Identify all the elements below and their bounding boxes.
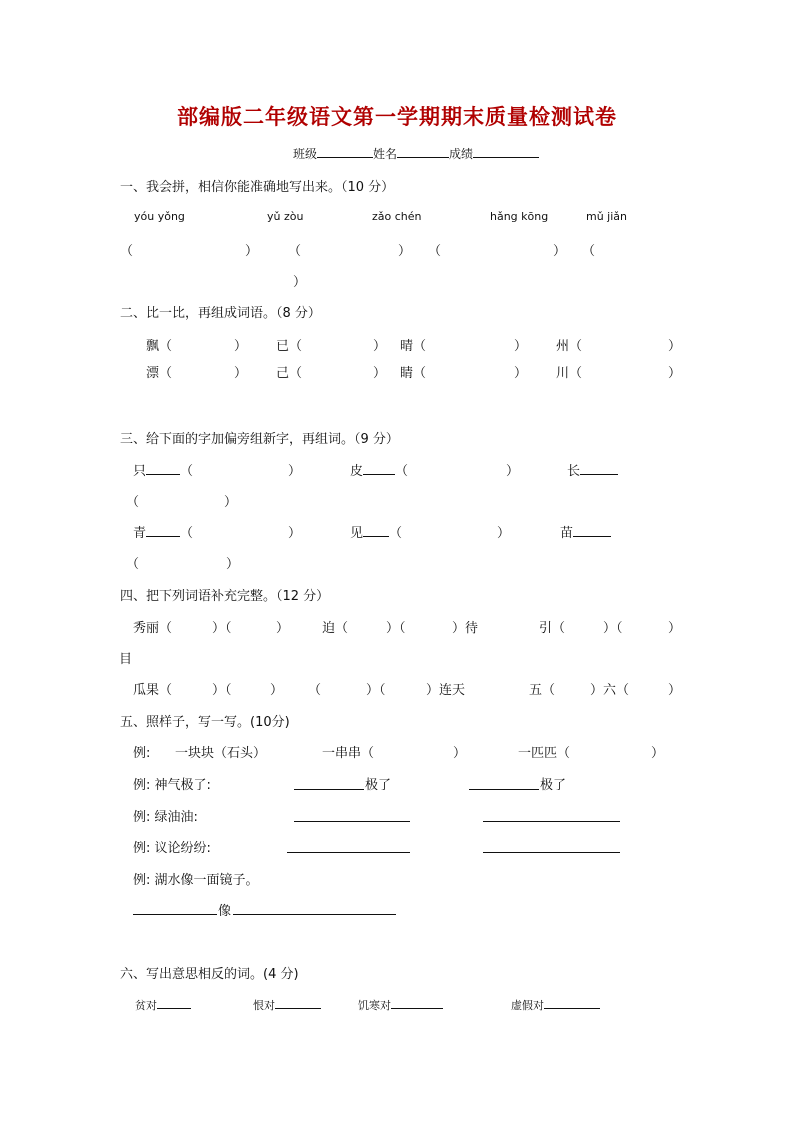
compare-close: ） [668,366,682,381]
example-label: 例: 湖水像一面镜子。 [133,873,259,888]
compare-close: ） [514,339,528,354]
example-text: 一块块（石头） [175,746,267,761]
radical-item: 长 [567,460,618,479]
compare-close: ） [373,366,387,381]
radical-open: （ [126,557,140,572]
radical-item: 见 （ [350,526,403,541]
radical-open: （ [126,495,140,510]
compare-item: 飘（ [146,339,173,354]
radical-close: ） [224,495,238,510]
example-text: 像 [218,904,232,919]
section-6-heading: 六、写出意思相反的词。(4 分) [120,967,299,982]
answer-paren-open-4: （ [582,244,596,259]
score-blank[interactable] [473,145,539,158]
idiom-part: ）（ [212,683,232,698]
pinyin-2: yǔ zòu [267,210,304,223]
class-label: 班级 [293,147,318,161]
idiom-part: 瓜果（ [133,683,173,698]
antonym-item: 虚假对 [511,996,600,1013]
compare-item: 川（ [556,366,583,381]
idiom-part: （ [308,683,322,698]
idiom-part: 目 [119,652,133,667]
answer-paren-open-2: （ [288,244,302,259]
example-label: 例: [133,746,151,761]
student-info [293,145,539,162]
answer-line[interactable] [233,914,396,915]
example-text: 极了 [365,778,392,793]
idiom-part: ）（ [386,621,406,636]
answer-line[interactable] [469,789,539,790]
example-close: ） [651,746,665,761]
pinyin-5: mǔ jiǎn [586,210,628,223]
example-text: 一串串（ [322,746,375,761]
idiom-part: ）连天 [426,683,466,698]
idiom-part: 迫（ [322,621,349,636]
page-title: 部编版二年级语文第一学期期末质量检测试卷 [177,104,617,129]
compare-close: ） [234,339,248,354]
idiom-part: ） [276,621,290,636]
class-blank[interactable] [317,145,373,158]
answer-line[interactable] [483,852,620,853]
answer-paren-close-2: ） [398,244,412,259]
answer-paren-open-1: （ [120,244,134,259]
compare-item: 已（ [276,339,303,354]
compare-item: 漂（ [146,366,173,381]
compare-close: ） [668,339,682,354]
pinyin-3: zǎo chén [372,210,422,223]
idiom-part: ）六（ [590,683,630,698]
radical-item: 只 （ [133,464,194,479]
compare-close: ） [514,366,528,381]
example-label: 例: 绿油油: [133,810,198,825]
compare-item: 州（ [556,339,583,354]
compare-close: ） [373,339,387,354]
idiom-part: ）（ [366,683,386,698]
answer-line[interactable] [483,821,620,822]
answer-paren-close-1: ） [245,244,259,259]
idiom-part: ） [668,621,682,636]
idiom-part: 五（ [529,683,556,698]
answer-line[interactable] [133,914,217,915]
section-3-heading: 三、给下面的字加偏旁组新字，再组词。（9 分） [120,432,399,447]
example-label: 例: 议论纷纷: [133,841,211,856]
radical-item: 皮 （ [350,464,409,479]
answer-paren-close-4: ） [293,275,307,290]
idiom-part: 秀丽（ [133,621,173,636]
example-label: 例: 神气极了: [133,778,211,793]
section-1-heading: 一、我会拼，相信你能准确地写出来。（10 分） [120,180,395,195]
compare-item: 晴（ [400,339,427,354]
answer-paren-close-3: ） [553,244,567,259]
radical-close: ） [226,557,240,572]
example-text: 极了 [540,778,567,793]
name-label: 姓名 [373,147,398,161]
section-4-heading: 四、把下列词语补充完整。（12 分） [120,589,330,604]
idiom-part: ） [270,683,284,698]
pinyin-4: hǎng kōng [490,210,549,223]
idiom-part: ） [668,683,682,698]
answer-line[interactable] [287,852,410,853]
radical-close: ） [288,526,302,541]
antonym-item: 恨对 [253,996,321,1013]
idiom-part: ）（ [603,621,623,636]
idiom-part: ）（ [212,621,232,636]
radical-close: ） [288,464,302,479]
answer-line[interactable] [294,821,410,822]
idiom-part: ）待 [452,621,479,636]
antonym-item: 饥寒对 [358,996,443,1013]
radical-close: ） [497,526,511,541]
section-2-heading: 二、比一比，再组成词语。（8 分） [120,306,321,321]
compare-close: ） [234,366,248,381]
example-text: 一匹匹（ [518,746,571,761]
answer-paren-open-3: （ [428,244,442,259]
compare-item: 己（ [276,366,303,381]
example-close: ） [453,746,467,761]
antonym-item: 贫对 [135,996,191,1013]
section-5-heading: 五、照样子，写一写。(10分) [120,715,290,730]
answer-line[interactable] [294,789,364,790]
compare-item: 睛（ [400,366,427,381]
radical-item: 青 （ [133,526,194,541]
radical-item: 苗 [560,522,611,541]
score-label: 成绩 [449,147,474,161]
name-blank[interactable] [397,145,449,158]
idiom-part: 引（ [539,621,566,636]
pinyin-1: yóu yǒng [134,210,185,223]
radical-close: ） [506,464,520,479]
